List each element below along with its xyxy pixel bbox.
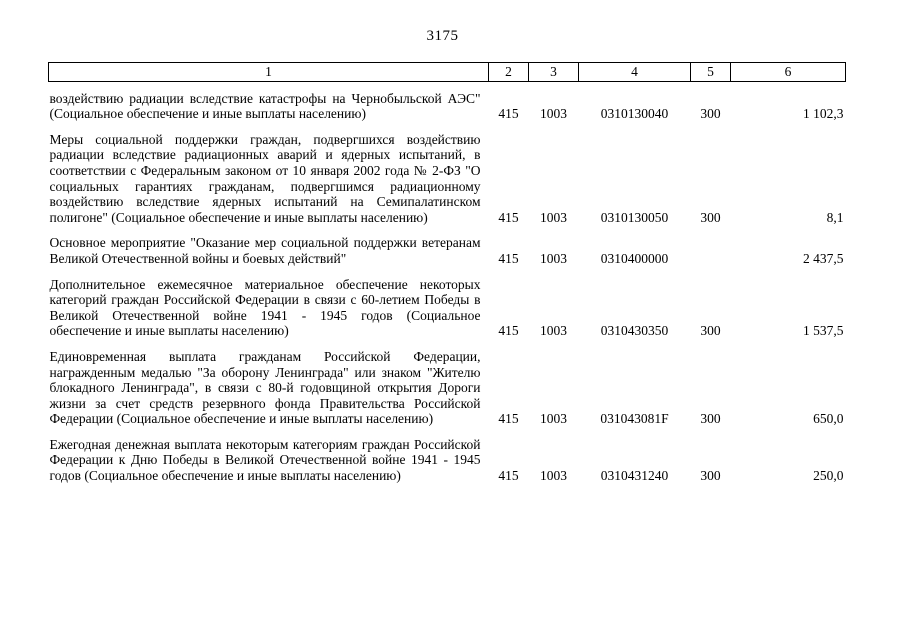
- column-header: 2: [489, 63, 529, 82]
- table-header-row: [49, 63, 846, 82]
- column-header: 1: [49, 63, 489, 82]
- page-number: 3175: [426, 28, 459, 44]
- table-row: [49, 123, 846, 227]
- table-row: [49, 81, 846, 123]
- value-cell: 415: [498, 411, 519, 427]
- value-cell: 250,0: [813, 468, 844, 484]
- value-cell: 1003: [540, 411, 567, 427]
- value-cell: 2 437,5: [803, 250, 844, 266]
- value-cell: 0310430350: [600, 323, 669, 339]
- value-cell: [691, 226, 731, 267]
- table-header: [49, 63, 846, 82]
- value-cell: 300: [700, 411, 721, 427]
- value-cell: 300: [700, 209, 721, 225]
- value-cell: 415: [498, 468, 519, 484]
- row-title-cell: воздействию радиации вследствие катастрофы на Чернобыльской АЭС" (Социальное обеспечение и иные выплаты населению): [49, 90, 481, 122]
- value-cell: 1003: [540, 323, 567, 339]
- row-title-cell: Ежегодная денежная выплата некоторым категориям граждан Российской Федерации к Дню Победы в Великой Отечественной войне 1941 - 1945 годов (Социальное обеспечение и иные выплаты населению): [49, 436, 481, 484]
- value-cell: 1003: [540, 250, 567, 266]
- table-row: [49, 340, 846, 428]
- value-cell: 300: [700, 468, 721, 484]
- row-title-cell: Меры социальной поддержки граждан, подвергшихся воздействию радиации вследствие радиационных аварий и ядерных испытаний, в соответствии с Федеральным законом от 10 января 2002 года № 2-ФЗ "О социальных гарантиях гражданам, подвергшимся радиационному воздействию вследствие ядерных испытаний на Семипалатинском полигоне" (Социальное обеспечение и иные выплаты населению): [49, 131, 481, 225]
- value-cell: 300: [700, 106, 721, 122]
- value-cell: 0310400000: [600, 250, 669, 266]
- value-cell: 300: [700, 323, 721, 339]
- value-cell: 415: [498, 323, 519, 339]
- table-row: [49, 268, 846, 340]
- value-cell: 0310130040: [600, 106, 669, 122]
- table-row: [49, 226, 846, 267]
- column-header: 3: [529, 63, 579, 82]
- value-cell: 0310130050: [600, 209, 669, 225]
- column-header: 6: [731, 63, 846, 82]
- value-cell: 415: [498, 106, 519, 122]
- value-cell: 0310431240: [600, 468, 669, 484]
- value-cell: 650,0: [813, 411, 844, 427]
- value-cell: 415: [498, 209, 519, 225]
- row-title-cell: Единовременная выплата гражданам Российской Федерации, награжденным медалью "За оборону Ленинграда" или знаком "Жителю блокадного Ленинграда", в связи с 80-й годовщиной открытия Дороги жизни за счет средств резервного фонда Правительства Российской Федерации (Социальное обеспечение и иные выплаты населению): [49, 348, 481, 427]
- budget-table: [48, 62, 846, 485]
- table-body: [49, 81, 846, 485]
- value-cell: 1003: [540, 106, 567, 122]
- column-header: 5: [691, 63, 731, 82]
- value-cell: 1003: [540, 468, 567, 484]
- value-cell: 8,1: [826, 209, 844, 225]
- value-cell: 415: [498, 250, 519, 266]
- row-title-cell: Основное мероприятие "Оказание мер социальной поддержки ветеранам Великой Отечественной войны и боевых действий": [49, 235, 481, 266]
- value-cell: 1 102,3: [803, 106, 844, 122]
- table-row: [49, 428, 846, 485]
- column-header: 4: [579, 63, 691, 82]
- value-cell: 1003: [540, 209, 567, 225]
- row-title-cell: Дополнительное ежемесячное материальное обеспечение некоторых категорий граждан Российской Федерации в связи с 60-летием Победы в Великой Отечественной войне 1941 - 1945 годов (Социальное обеспечение и иные выплаты населению): [49, 276, 481, 339]
- value-cell: 031043081F: [600, 411, 669, 427]
- value-cell: 1 537,5: [803, 323, 844, 339]
